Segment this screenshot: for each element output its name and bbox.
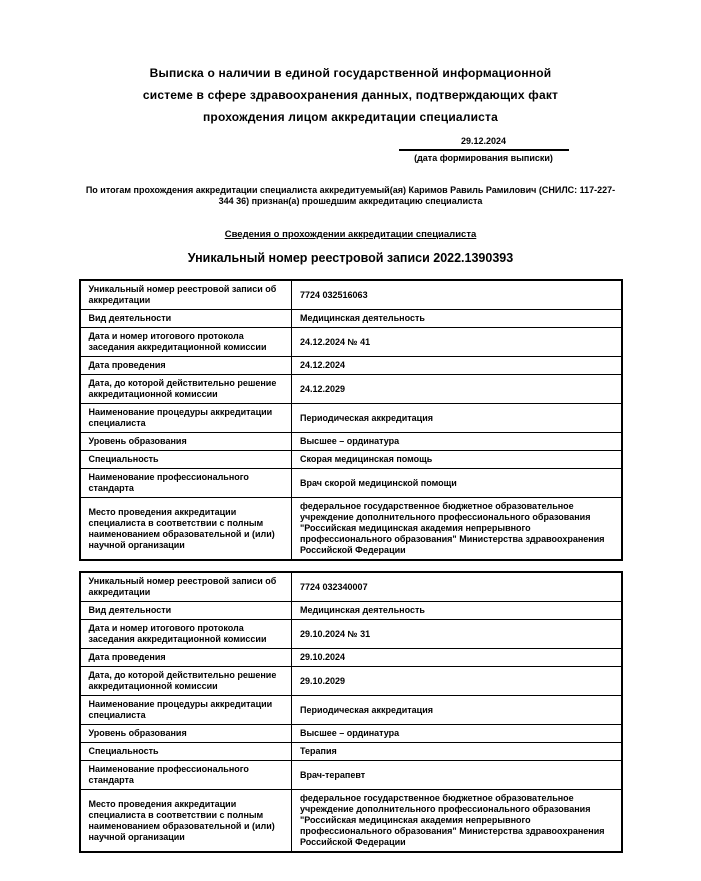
row-value: 24.12.2024 <box>292 357 622 375</box>
row-value: 7724 032340007 <box>292 572 622 602</box>
row-value: 24.12.2024 № 41 <box>292 328 622 357</box>
row-value: Высшее – ординатура <box>292 725 622 743</box>
row-label: Вид деятельности <box>80 310 292 328</box>
row-value: федеральное государственное бюджетное образовательное учреждение дополнительного профессионального образования "Российская медицинская академия непрерывного профессионального образования" Министерства здравоохранения Российской Федерации <box>292 498 622 561</box>
row-label: Наименование процедуры аккредитации специалиста <box>80 696 292 725</box>
row-value: Высшее – ординатура <box>292 433 622 451</box>
row-value: 24.12.2029 <box>292 375 622 404</box>
table-row <box>80 743 622 761</box>
row-label: Уникальный номер реестровой записи об аккредитации <box>80 572 292 602</box>
row-value: федеральное государственное бюджетное образовательное учреждение дополнительного профессионального образования "Российская медицинская академия непрерывного профессионального образования" Министерства здравоохранения Российской Федерации <box>292 790 622 853</box>
row-label: Наименование профессионального стандарта <box>80 761 292 790</box>
row-label: Уровень образования <box>80 433 292 451</box>
row-value: 29.10.2024 № 31 <box>292 620 622 649</box>
table-row <box>80 328 622 357</box>
row-label: Уникальный номер реестровой записи об аккредитации <box>80 280 292 310</box>
row-value: 7724 032516063 <box>292 280 622 310</box>
row-label: Вид деятельности <box>80 602 292 620</box>
row-label: Специальность <box>80 451 292 469</box>
extract-date-block <box>385 136 583 164</box>
table-row <box>80 451 622 469</box>
table-row <box>80 498 622 561</box>
table-row <box>80 572 622 602</box>
extract-date-value: 29.12.2024 <box>399 136 569 151</box>
row-label: Уровень образования <box>80 725 292 743</box>
table-row <box>80 602 622 620</box>
row-value: Врач-терапевт <box>292 761 622 790</box>
table-row <box>80 790 622 853</box>
table-row <box>80 725 622 743</box>
row-value: Медицинская деятельность <box>292 602 622 620</box>
extract-date-caption: (дата формирования выписки) <box>414 153 553 163</box>
row-label: Дата и номер итогового протокола заседания аккредитационной комиссии <box>80 328 292 357</box>
table-row <box>80 696 622 725</box>
row-value: Периодическая аккредитация <box>292 404 622 433</box>
table-row <box>80 620 622 649</box>
table-row <box>80 649 622 667</box>
row-value: Терапия <box>292 743 622 761</box>
row-label: Дата, до которой действительно решение аккредитационной комиссии <box>80 375 292 404</box>
accreditation-table-2 <box>79 571 623 853</box>
table-row <box>80 357 622 375</box>
document-title-line: Выписка о наличии в единой государственной информационной <box>149 66 552 80</box>
row-label: Наименование профессионального стандарта <box>80 469 292 498</box>
section-heading: Сведения о прохождении аккредитации специалиста <box>224 229 477 240</box>
table-row <box>80 761 622 790</box>
row-value: 29.10.2024 <box>292 649 622 667</box>
row-value: Врач скорой медицинской помощи <box>292 469 622 498</box>
row-label: Дата и номер итогового протокола заседания аккредитационной комиссии <box>80 620 292 649</box>
row-value: Периодическая аккредитация <box>292 696 622 725</box>
row-value: Медицинская деятельность <box>292 310 622 328</box>
table-row <box>80 404 622 433</box>
document-title-line: прохождения лицом аккредитации специалиста <box>202 110 499 124</box>
row-value: Скорая медицинская помощь <box>292 451 622 469</box>
row-label: Дата проведения <box>80 357 292 375</box>
table-row <box>80 375 622 404</box>
document-title-line: системе в сфере здравоохранения данных, подтверждающих факт <box>142 88 559 102</box>
table-row <box>80 667 622 696</box>
row-label: Дата проведения <box>80 649 292 667</box>
table-row <box>80 310 622 328</box>
table-row <box>80 469 622 498</box>
document-title <box>79 62 623 128</box>
row-label: Наименование процедуры аккредитации специалиста <box>80 404 292 433</box>
accreditation-table-1 <box>79 279 623 561</box>
table-row <box>80 280 622 310</box>
registry-number-heading: Уникальный номер реестровой записи 2022.1390393 <box>187 251 514 265</box>
row-label: Специальность <box>80 743 292 761</box>
row-label: Дата, до которой действительно решение аккредитационной комиссии <box>80 667 292 696</box>
accreditation-result-paragraph: По итогам прохождения аккредитации специалиста аккредитуемый(ая) Каримов Равиль Рамилович (СНИЛС: 117-227-344 36) признан(а) прошедшим аккредитацию специалиста <box>85 185 616 206</box>
table-row <box>80 433 622 451</box>
row-value: 29.10.2029 <box>292 667 622 696</box>
row-label: Место проведения аккредитации специалиста в соответствии с полным наименованием образовательной и (или) научной организации <box>80 790 292 853</box>
document-content <box>79 62 623 853</box>
row-label: Место проведения аккредитации специалиста в соответствии с полным наименованием образовательной и (или) научной организации <box>80 498 292 561</box>
